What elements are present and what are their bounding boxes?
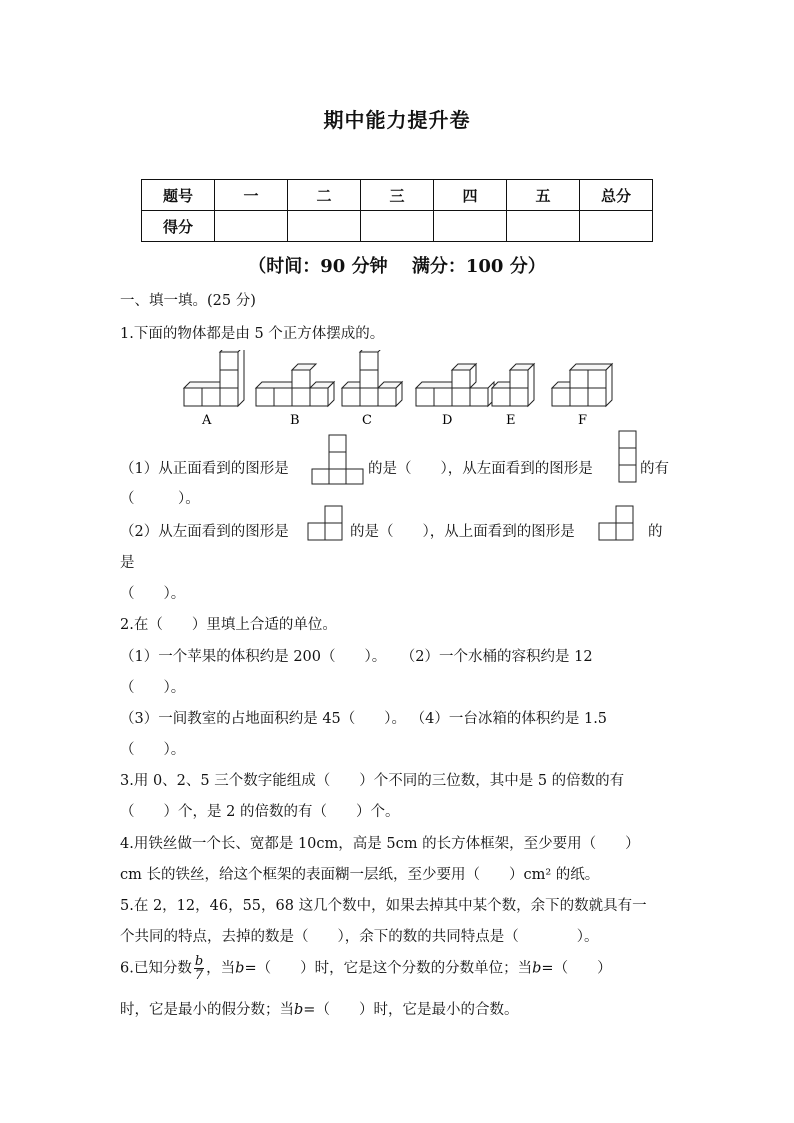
- q6-condition-1: =（ ）时，它是这个分数的分数单位；当: [244, 960, 533, 977]
- cube-figure-a: [184, 350, 244, 406]
- score-cell[interactable]: [580, 211, 653, 242]
- score-header-cell: 二: [288, 180, 361, 211]
- left-view-diagram-1: [618, 430, 638, 484]
- score-header-cell: 四: [434, 180, 507, 211]
- figure-label-f: F: [578, 413, 588, 428]
- q6-improper-fraction: 时，它是最小的假分数；当: [120, 1002, 294, 1018]
- q2-line-a2: （ ）。: [120, 680, 186, 696]
- question-1-text: 1.下面的物体都是由 5 个正方体摆成的。: [120, 326, 385, 342]
- q6-prefix: 6.已知分数: [120, 960, 192, 977]
- question-2-text: 2.在（ ）里填上合适的单位。: [120, 617, 337, 633]
- score-row-label: 得分: [142, 211, 215, 242]
- score-header-cell: 五: [507, 180, 580, 211]
- score-cell[interactable]: [434, 211, 507, 242]
- fraction-numerator: b: [194, 954, 204, 969]
- score-cell[interactable]: [507, 211, 580, 242]
- score-cell[interactable]: [215, 211, 288, 242]
- q1-part1-prefix: （1）从正面看到的图形是: [120, 461, 289, 477]
- variable-b: b: [235, 960, 245, 977]
- q1-part2-answer: （ ）。: [120, 586, 186, 602]
- q2-line-b2: （ ）。: [120, 742, 186, 758]
- q2-line-b: （3）一间教室的占地面积约是 45（ ）。 （4）一台冰箱的体积约是 1.5: [120, 711, 608, 727]
- score-table-score-row: [142, 211, 653, 242]
- q2-line-a: （1）一个苹果的体积约是 200（ ）。 （2）一个水桶的容积约是 12: [120, 649, 593, 665]
- top-view-diagram: [598, 505, 636, 541]
- q1-part2-suffix: 的: [648, 524, 663, 540]
- q6-line-a: [120, 955, 612, 982]
- variable-b: b: [294, 1002, 304, 1018]
- figure-label-d: D: [442, 413, 453, 428]
- q1-part1-line: [120, 457, 289, 478]
- figure-label-b: B: [290, 413, 300, 428]
- q1-part2-mid: 的是（ ），从上面看到的图形是: [350, 524, 575, 540]
- cube-figure-c: [342, 350, 402, 406]
- cube-figure-f: [552, 364, 612, 406]
- q5-line-b: 个共同的特点，去掉的数是（ ），余下的数的共同特点是（ ）。: [120, 929, 599, 945]
- section-heading: 一、填一填。(25 分): [120, 293, 256, 309]
- fraction-b-over-7: [194, 955, 204, 982]
- figure-label-e: E: [506, 413, 516, 428]
- left-view-diagram-2: [307, 505, 345, 541]
- score-header-cell: 总分: [580, 180, 653, 211]
- fraction-denominator: 7: [194, 968, 204, 983]
- figure-label-a: A: [202, 413, 212, 428]
- variable-b: b: [532, 960, 542, 977]
- q1-part2-wrap: 是: [120, 555, 135, 571]
- q4-line-b: cm 长的铁丝，给这个框架的表面糊一层纸，至少要用（ ）cm² 的纸。: [120, 867, 600, 883]
- q3-line-a: 3.用 0、2、5 三个数字能组成（ ）个不同的三位数，其中是 5 的倍数的有: [120, 773, 625, 789]
- cube-figures: [180, 350, 630, 430]
- q3-line-b: （ ）个，是 2 的倍数的有（ ）个。: [120, 804, 400, 820]
- score-table-header-row: [142, 180, 653, 211]
- q1-part1-answer: （ ）。: [120, 491, 200, 507]
- q4-line-a: 4.用铁丝做一个长、宽都是 10cm，高是 5cm 的长方体框架，至少要用（ ）: [120, 836, 640, 852]
- q1-part1-mid: 的是（ ），从左面看到的图形是: [368, 461, 593, 477]
- q6-condition-2: =（ ）: [541, 960, 612, 977]
- q6-when: ，当: [206, 960, 236, 977]
- score-table: [141, 179, 653, 242]
- score-cell[interactable]: [288, 211, 361, 242]
- q6-line-b: [120, 998, 518, 1019]
- q6-composite: =（ ）时，它是最小的合数。: [303, 1002, 519, 1018]
- cube-figure-d: [416, 364, 494, 406]
- figure-label-c: C: [362, 413, 372, 428]
- front-view-diagram: [310, 434, 366, 486]
- q1-part2-prefix: （2）从左面看到的图形是: [120, 524, 289, 540]
- score-header-cell: 三: [361, 180, 434, 211]
- q1-part1-suffix: 的有: [640, 461, 669, 477]
- time-and-score-line: （时间：90 分钟 满分：100 分）: [248, 256, 546, 277]
- q5-line-a: 5.在 2，12，46，55，68 这几个数中，如果去掉其中某个数，余下的数就具有一: [120, 898, 647, 914]
- score-header-cell: 题号: [142, 180, 215, 211]
- score-cell[interactable]: [361, 211, 434, 242]
- page-title: 期中能力提升卷: [323, 108, 471, 132]
- score-header-cell: 一: [215, 180, 288, 211]
- cube-figure-e: [492, 364, 534, 406]
- cube-figure-b: [256, 364, 334, 406]
